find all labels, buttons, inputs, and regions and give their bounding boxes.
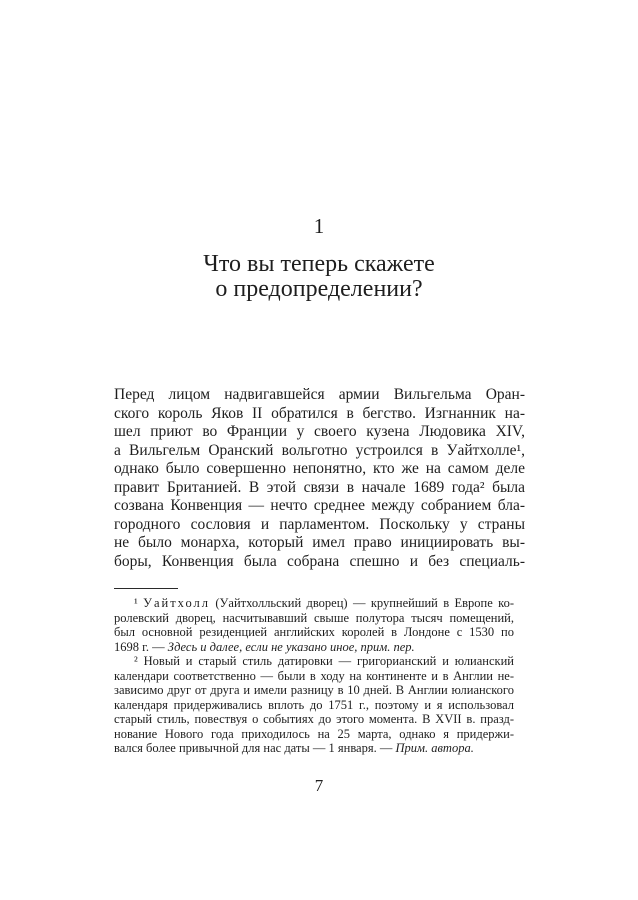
footnote-line: ролевский дворец, насчитывавший свыше полутора тысяч помещений, [114,610,514,625]
footnote-line: зависимо друг от друга и имели разницу в 10 дней. В Англии юлианского [114,683,514,697]
footnote-text: Новый и старый стиль датировки — григорианский и юлианский [143,654,514,668]
footnote-1 [114,596,514,654]
footnote-line: был основной резиденцией английских королей в Лондоне с 1530 по [114,625,514,639]
footnote-separator [114,588,178,589]
body-line: шел приют во Франции у своего кузена Людовика XIV, [114,423,525,440]
body-line: а Вильгельм Оранский вольготно устроился в Уайтхолле¹, [114,441,525,459]
footnote-line [114,654,514,669]
body-paragraph [114,386,525,571]
footnote-line [114,596,514,611]
body-line: городного сословия и парламентом. Поскольку у страны [114,515,525,533]
footnote-line [114,741,514,756]
footnote-marker: ¹ [134,596,144,610]
footnote-2 [114,654,514,756]
footnote-line: календари соответственно — были в ходу на континенте и в Англии не- [114,668,514,683]
body-line: боры, Конвенция была собрана спешно и без специаль- [114,552,525,570]
footnote-italic-note: Прим. автора. [395,741,474,755]
footnote-text: (Уайтхолльский дворец) — крупнейший в Европе ко- [210,596,514,610]
footnote-marker: ² [134,654,144,668]
footnote-line: нование Нового года приходилось на 25 марта, однако я придержи- [114,726,514,741]
footnote-italic-note: Здесь и далее, если не указано иное, прим. пер. [167,639,415,654]
chapter-title-line: о предопределении? [215,276,423,302]
footnotes [114,596,514,756]
chapter-title [0,252,638,302]
page-number: 7 [314,776,324,795]
footnote-line: календаря придерживались вплоть до 1751 г., поэтому и я использовал [114,697,514,712]
footnote-term: Уайтхолл [143,596,211,610]
chapter-number: 1 [313,214,325,238]
footnote-line [114,640,514,655]
chapter-title-line: Что вы теперь скажете [203,251,435,277]
body-line: созвана Конвенция — нечто среднее между собранием бла- [114,497,525,514]
body-line: не было монарха, который имел право инициировать вы- [114,534,525,551]
body-line: ского король Яков II обратился в бегство. Изгнанник на- [114,404,525,422]
footnote-text: 1698 г. — [114,639,168,654]
body-line: однако было совершенно непонятно, кто же на самом деле [114,460,525,477]
footnote-line: старый стиль, повествуя о событиях до этого момента. В XVII в. празд- [114,712,514,726]
body-line: правит Британией. В этой связи в начале 1689 года² была [114,478,525,496]
body-line: Перед лицом надвигавшейся армии Вильгельма Оран- [114,386,525,403]
footnote-text: вался более привычной для нас даты — 1 января. — [114,741,396,755]
